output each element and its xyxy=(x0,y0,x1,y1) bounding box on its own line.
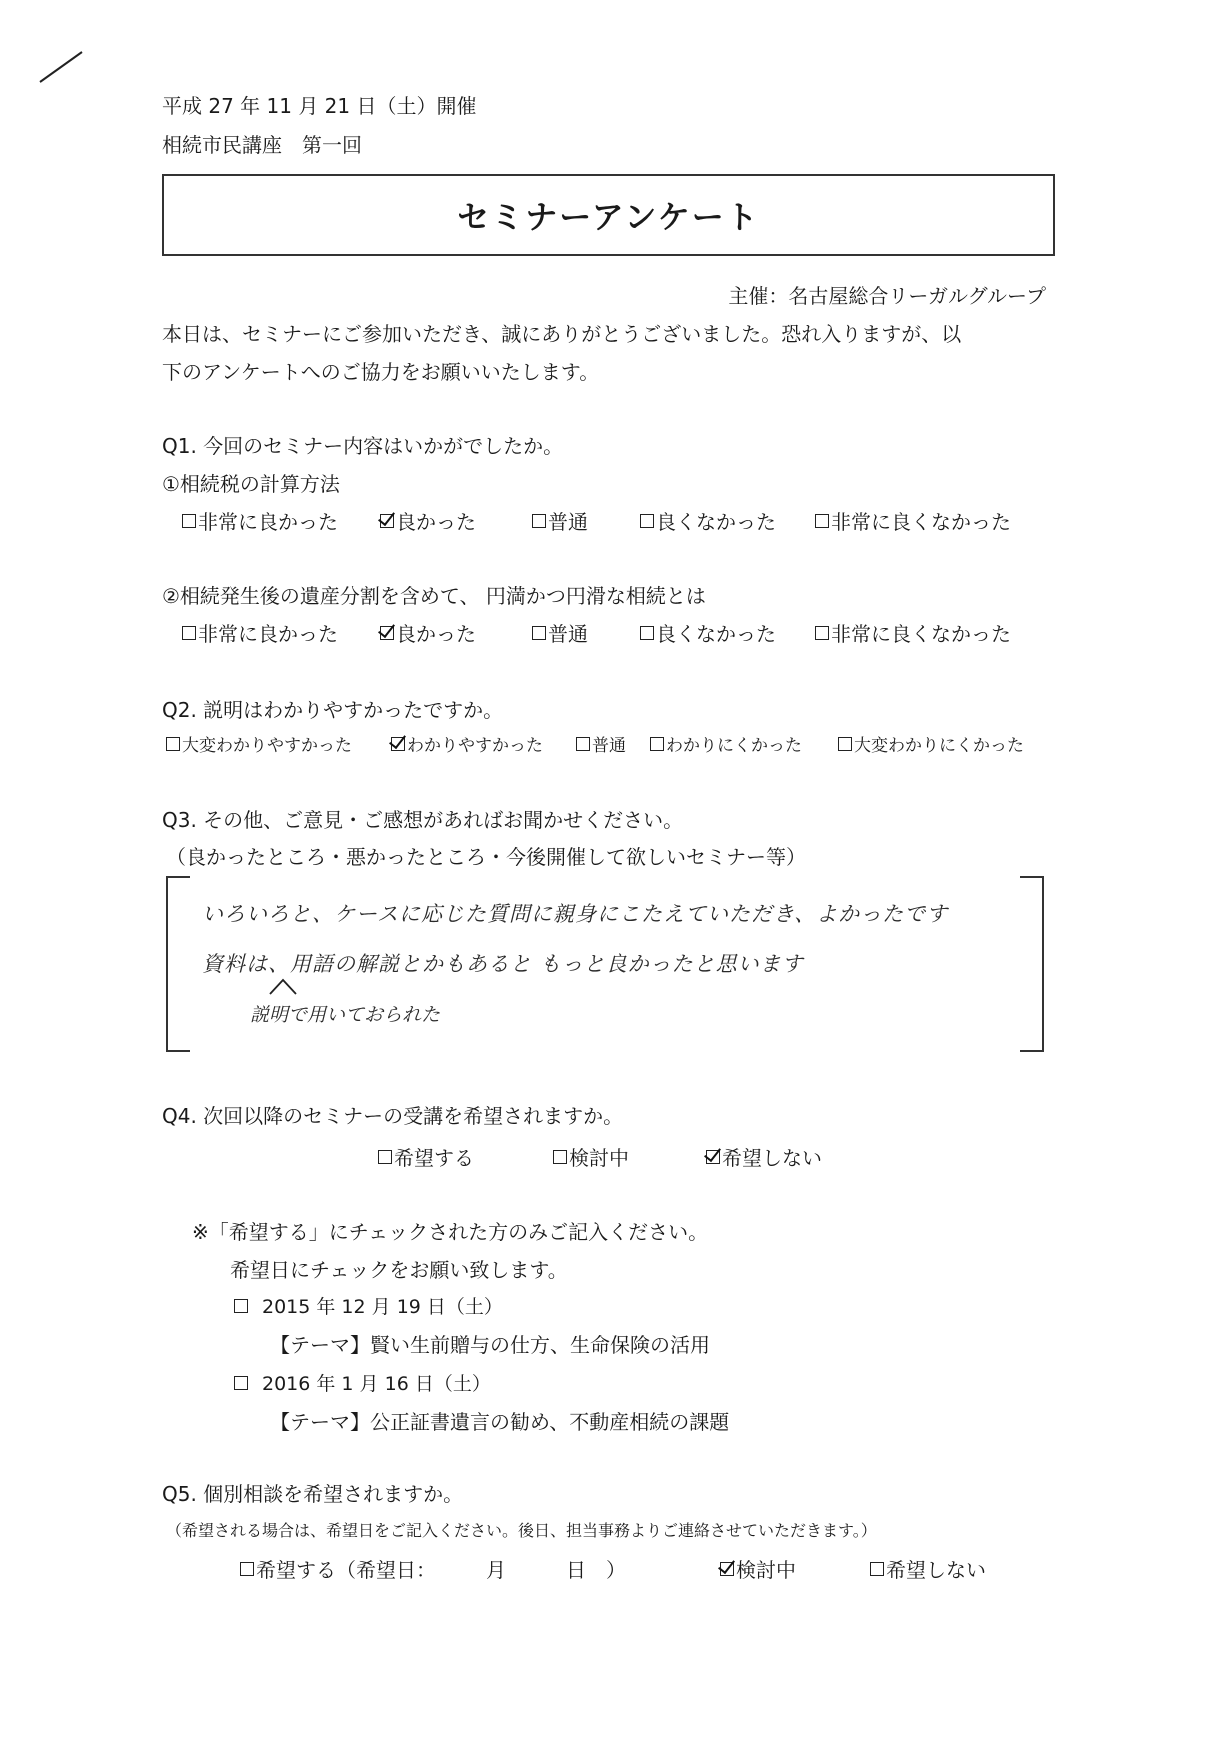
q2-option-easy[interactable]: わかりやすかった xyxy=(391,731,576,756)
q1-sub1-option-good[interactable]: 良かった xyxy=(380,506,532,535)
q1-sub2-option-normal[interactable]: 普通 xyxy=(532,618,640,647)
q3-answer-line-1: いろいろと、ケースに応じた質問に親身にこたえていただき、よかったです xyxy=(202,902,949,926)
answer-bracket-right xyxy=(1020,876,1044,1052)
q4-option-no[interactable]: 希望しない xyxy=(706,1142,822,1171)
q5-option-yes[interactable]: 希望する（希望日： 月 日 ） xyxy=(240,1554,720,1583)
q3-question: Q3. その他、ご意見・ご感想があればお聞かせください。 xyxy=(162,808,684,832)
q2-option-hard[interactable]: わかりにくかった xyxy=(650,731,838,756)
q5-hint: （希望される場合は、希望日をご記入ください。後日、担当事務よりご連絡させていただきます。） xyxy=(166,1521,877,1540)
q5-option-no[interactable]: 希望しない xyxy=(870,1554,986,1583)
checkbox[interactable] xyxy=(870,1562,884,1576)
q2-option-normal[interactable]: 普通 xyxy=(576,731,650,756)
q1-sub2-options xyxy=(182,618,1011,647)
checkbox[interactable] xyxy=(240,1562,254,1576)
q2-options xyxy=(166,731,1024,756)
q1-sub2-option-good[interactable]: 良かった xyxy=(380,618,532,647)
checkbox[interactable] xyxy=(182,514,196,528)
checkbox[interactable] xyxy=(166,737,180,751)
q4-options xyxy=(378,1142,822,1171)
checkbox[interactable] xyxy=(838,737,852,751)
checkbox[interactable] xyxy=(640,626,654,640)
intro-line-1: 本日は、セミナーにご参加いただき、誠にありがとうございました。恐れ入りますが、以 xyxy=(162,322,962,346)
pen-stroke-mark xyxy=(36,48,86,88)
date-line: 平成 27 年 11 月 21 日（土）開催 xyxy=(162,94,477,118)
q4-option-yes[interactable]: 希望する xyxy=(378,1142,553,1171)
checkbox[interactable] xyxy=(576,737,590,751)
insertion-caret-mark xyxy=(268,976,298,996)
checkbox-checked[interactable] xyxy=(380,514,394,528)
q4-date-option-2[interactable] xyxy=(234,1369,491,1396)
date-label: 2016 年 1 月 16 日（土） xyxy=(262,1373,491,1395)
q4-question: Q4. 次回以降のセミナーの受講を希望されますか。 xyxy=(162,1104,624,1128)
checkbox[interactable] xyxy=(532,626,546,640)
q3-answer-line-3: 説明で用いておられた xyxy=(250,1004,441,1026)
checkbox-checked[interactable] xyxy=(391,737,405,751)
q1-sub1-option-very-bad[interactable]: 非常に良くなかった xyxy=(815,506,1011,535)
checkbox[interactable] xyxy=(553,1150,567,1164)
checkbox[interactable] xyxy=(234,1376,248,1390)
q1-sub2-label: ②相続発生後の遺産分割を含めて、 円満かつ円滑な相続とは xyxy=(162,584,706,608)
q4-instruction: 希望日にチェックをお願い致します。 xyxy=(230,1258,568,1282)
series-line: 相続市民講座 第一回 xyxy=(162,133,362,157)
q1-sub1-label: ①相続税の計算方法 xyxy=(162,472,340,496)
q1-sub2-option-not-good[interactable]: 良くなかった xyxy=(640,618,815,647)
q4-option-considering[interactable]: 検討中 xyxy=(553,1142,706,1171)
checkbox[interactable] xyxy=(234,1299,248,1313)
date-theme: 【テーマ】賢い生前贈与の仕方、生命保険の活用 xyxy=(270,1333,710,1357)
checkbox-checked[interactable] xyxy=(720,1562,734,1576)
q1-sub1-option-not-good[interactable]: 良くなかった xyxy=(640,506,815,535)
q2-question: Q2. 説明はわかりやすかったですか。 xyxy=(162,698,504,722)
checkbox[interactable] xyxy=(640,514,654,528)
checkbox[interactable] xyxy=(378,1150,392,1164)
q4-note: ※「希望する」にチェックされた方のみご記入ください。 xyxy=(192,1220,709,1244)
checkbox[interactable] xyxy=(532,514,546,528)
checkbox[interactable] xyxy=(650,737,664,751)
q1-question: Q1. 今回のセミナー内容はいかがでしたか。 xyxy=(162,434,564,458)
q5-option-considering[interactable]: 検討中 xyxy=(720,1554,870,1583)
page-title: セミナーアンケート xyxy=(457,198,760,236)
checkbox-checked[interactable] xyxy=(380,626,394,640)
q2-option-very-easy[interactable]: 大変わかりやすかった xyxy=(166,731,391,756)
organizer: 主催：名古屋総合リーガルグループ xyxy=(728,284,1046,308)
title-box xyxy=(162,174,1055,256)
q1-sub2-option-very-good[interactable]: 非常に良かった xyxy=(182,618,380,647)
q5-options xyxy=(240,1554,986,1583)
checkbox[interactable] xyxy=(815,514,829,528)
date-label: 2015 年 12 月 19 日（土） xyxy=(262,1296,503,1318)
q2-option-very-hard[interactable]: 大変わかりにくかった xyxy=(838,731,1024,756)
checkbox-checked[interactable] xyxy=(706,1150,720,1164)
checkbox[interactable] xyxy=(182,626,196,640)
q3-answer-line-2: 資料は、用語の解説とかもあると もっと良かったと思います xyxy=(202,952,804,976)
q1-sub1-option-normal[interactable]: 普通 xyxy=(532,506,640,535)
q1-sub1-option-very-good[interactable]: 非常に良かった xyxy=(182,506,380,535)
q4-date-option-1[interactable] xyxy=(234,1292,503,1319)
intro-line-2: 下のアンケートへのご協力をお願いいたします。 xyxy=(162,360,600,384)
q5-question: Q5. 個別相談を希望されますか。 xyxy=(162,1482,464,1506)
q1-sub2-option-very-bad[interactable]: 非常に良くなかった xyxy=(815,618,1011,647)
q1-sub1-options xyxy=(182,506,1011,535)
date-theme: 【テーマ】公正証書遺言の勧め、不動産相続の課題 xyxy=(270,1410,730,1434)
q3-hint: （良かったところ・悪かったところ・今後開催して欲しいセミナー等） xyxy=(166,845,806,869)
checkbox[interactable] xyxy=(815,626,829,640)
answer-bracket-left xyxy=(166,876,190,1052)
